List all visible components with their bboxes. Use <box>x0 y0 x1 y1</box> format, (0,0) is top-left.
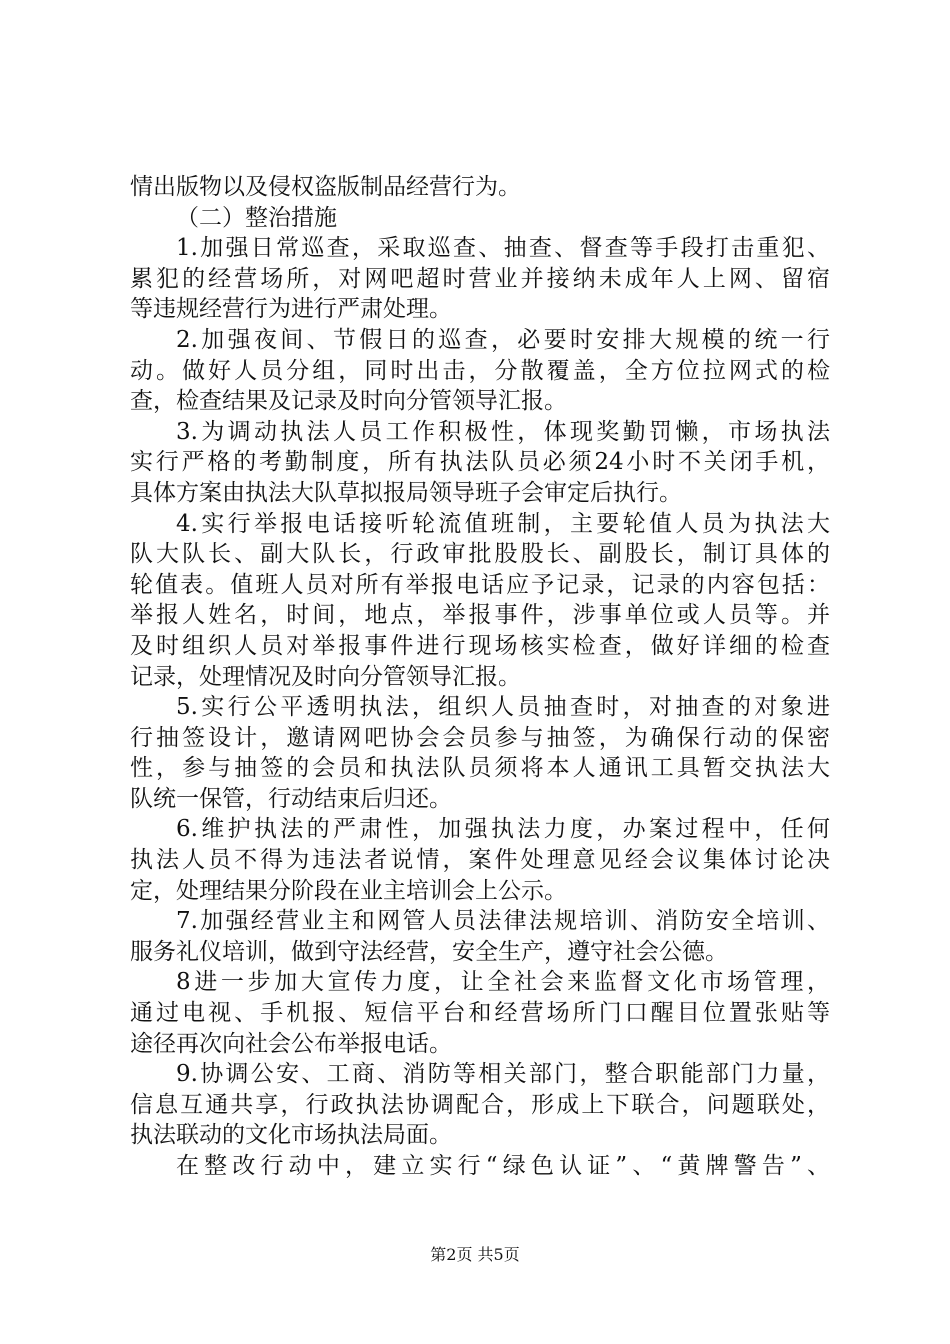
text-line: 3.为调动执法人员工作积极性，体现奖勤罚懒，市场执法 <box>176 418 830 445</box>
text-line: 9.协调公安、工商、消防等相关部门，整合职能部门力量， <box>176 1061 830 1088</box>
text-line: 等违规经营行为进行严肃处理。 <box>130 296 452 323</box>
text-line: 7.加强经营业主和网管人员法律法规培训、消防安全培训、 <box>176 908 830 935</box>
text-line: 6.维护执法的严肃性，加强执法力度，办案过程中，任何 <box>176 816 830 843</box>
text-line: 轮值表。值班人员对所有举报电话应予记录，记录的内容包括： <box>130 571 830 598</box>
page-number-footer: 第2页 共5页 <box>430 1245 520 1264</box>
text-line: 信息互通共享，行政执法协调配合，形成上下联合，问题联处， <box>130 1091 830 1118</box>
text-line: 性，参与抽签的会员和执法队员须将本人通讯工具暂交执法大 <box>130 755 830 782</box>
text-line: 队统一保管，行动结束后归还。 <box>130 785 452 812</box>
text-line: 实行严格的考勤制度，所有执法队员必须24小时不关闭手机， <box>130 449 830 476</box>
text-line: 途径再次向社会公布举报电话。 <box>130 1030 452 1057</box>
text-line: 动。做好人员分组，同时出击，分散覆盖，全方位拉网式的检 <box>130 357 830 384</box>
text-line: 8进一步加大宣传力度，让全社会来监督文化市场管理， <box>176 969 830 996</box>
text-line: 队大队长、副大队长，行政审批股股长、副股长，制订具体的 <box>130 541 830 568</box>
text-line: 5.实行公平透明执法，组织人员抽查时，对抽查的对象进 <box>176 694 830 721</box>
text-line: 累犯的经营场所，对网吧超时营业并接纳未成年人上网、留宿 <box>130 265 830 292</box>
text-line: 在整改行动中，建立实行“绿色认证”、“黄牌警告”、 <box>176 1153 830 1179</box>
text-line: 情出版物以及侵权盗版制品经营行为。 <box>130 174 521 200</box>
section-heading: （二）整治措施 <box>176 204 337 231</box>
text-line: 查，检查结果及记录及时向分管领导汇报。 <box>130 388 567 415</box>
text-line: 行抽签设计，邀请网吧协会会员参与抽签，为确保行动的保密 <box>130 724 830 751</box>
text-line: 具体方案由执法大队草拟报局领导班子会审定后执行。 <box>130 479 682 506</box>
text-line: 1.加强日常巡查，采取巡查、抽查、督查等手段打击重犯、 <box>176 235 830 262</box>
text-line: 服务礼仪培训，做到守法经营，安全生产，遵守社会公德。 <box>130 938 728 965</box>
text-line: 执法人员不得为违法者说情，案件处理意见经会议集体讨论决 <box>130 847 830 874</box>
text-line: 记录，处理情况及时向分管领导汇报。 <box>130 663 521 690</box>
document-body <box>130 172 830 1182</box>
text-line: 及时组织人员对举报事件进行现场核实检查，做好详细的检查 <box>130 632 830 659</box>
text-line: 2.加强夜间、节假日的巡查，必要时安排大规模的统一行 <box>176 326 830 353</box>
text-line: 4.实行举报电话接听轮流值班制，主要轮值人员为执法大 <box>176 510 830 537</box>
text-line: 举报人姓名，时间，地点，举报事件，涉事单位或人员等。并 <box>130 602 830 629</box>
text-line: 定，处理结果分阶段在业主培训会上公示。 <box>130 877 567 904</box>
text-line: 通过电视、手机报、短信平台和经营场所门口醒目位置张贴等 <box>130 1000 830 1027</box>
text-line: 执法联动的文化市场执法局面。 <box>130 1122 452 1149</box>
